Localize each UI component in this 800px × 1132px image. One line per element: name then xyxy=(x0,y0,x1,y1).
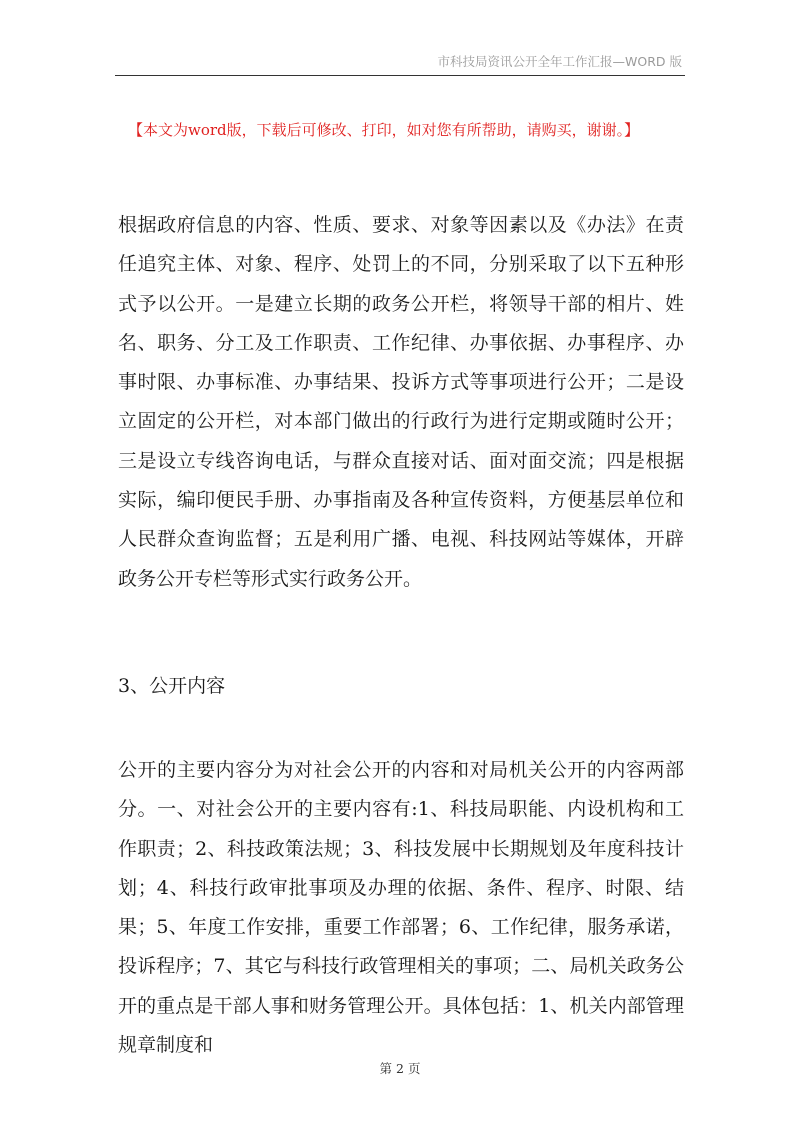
download-notice: 【本文为word版，下载后可修改、打印，如对您有所帮助，请购买，谢谢。】 xyxy=(128,121,640,139)
header-divider xyxy=(115,75,685,76)
section-heading: 3、公开内容 xyxy=(118,675,226,697)
body-paragraph-2: 公开的主要内容分为对社会公开的内容和对局机关公开的内容两部分。一、对社会公开的主要内容有:1、科技局职能、内设机构和工作职责；2、科技政策法规；3、科技发展中长期规划及年度科技计划；4、科技行政审批事项及办理的依据、条件、程序、时限、结果；5、年度工作安排，重要工作部署；6、工作纪律，服务承诺，投诉程序；7、其它与科技行政管理相关的事项；二、局机关政务公开的重点是干部人事和财务管理公开。具体包括：1、机关内部管理规章制度和 xyxy=(118,759,684,1057)
page-number: 第 2 页 xyxy=(379,1061,421,1076)
document-header-title: 市科技局资讯公开全年工作汇报—WORD 版 xyxy=(437,54,682,69)
body-paragraph-1: 根据政府信息的内容、性质、要求、对象等因素以及《办法》在责任追究主体、对象、程序、处罚上的不同，分别采取了以下五种形式予以公开。一是建立长期的政务公开栏，将领导干部的相片、姓名、职务、分工及工作职责、工作纪律、办事依据、办事程序、办事时限、办事标准、办事结果、投诉方式等事项进行公开；二是设立固定的公开栏，对本部门做出的行政行为进行定期或随时公开；三是设立专线咨询电话，与群众直接对话、面对面交流；四是根据实际，编印便民手册、办事指南及各种宣传资料，方便基层单位和人民群众查询监督；五是利用广播、电视、科技网站等媒体，开辟政务公开专栏等形式实行政务公开。 xyxy=(118,214,684,590)
